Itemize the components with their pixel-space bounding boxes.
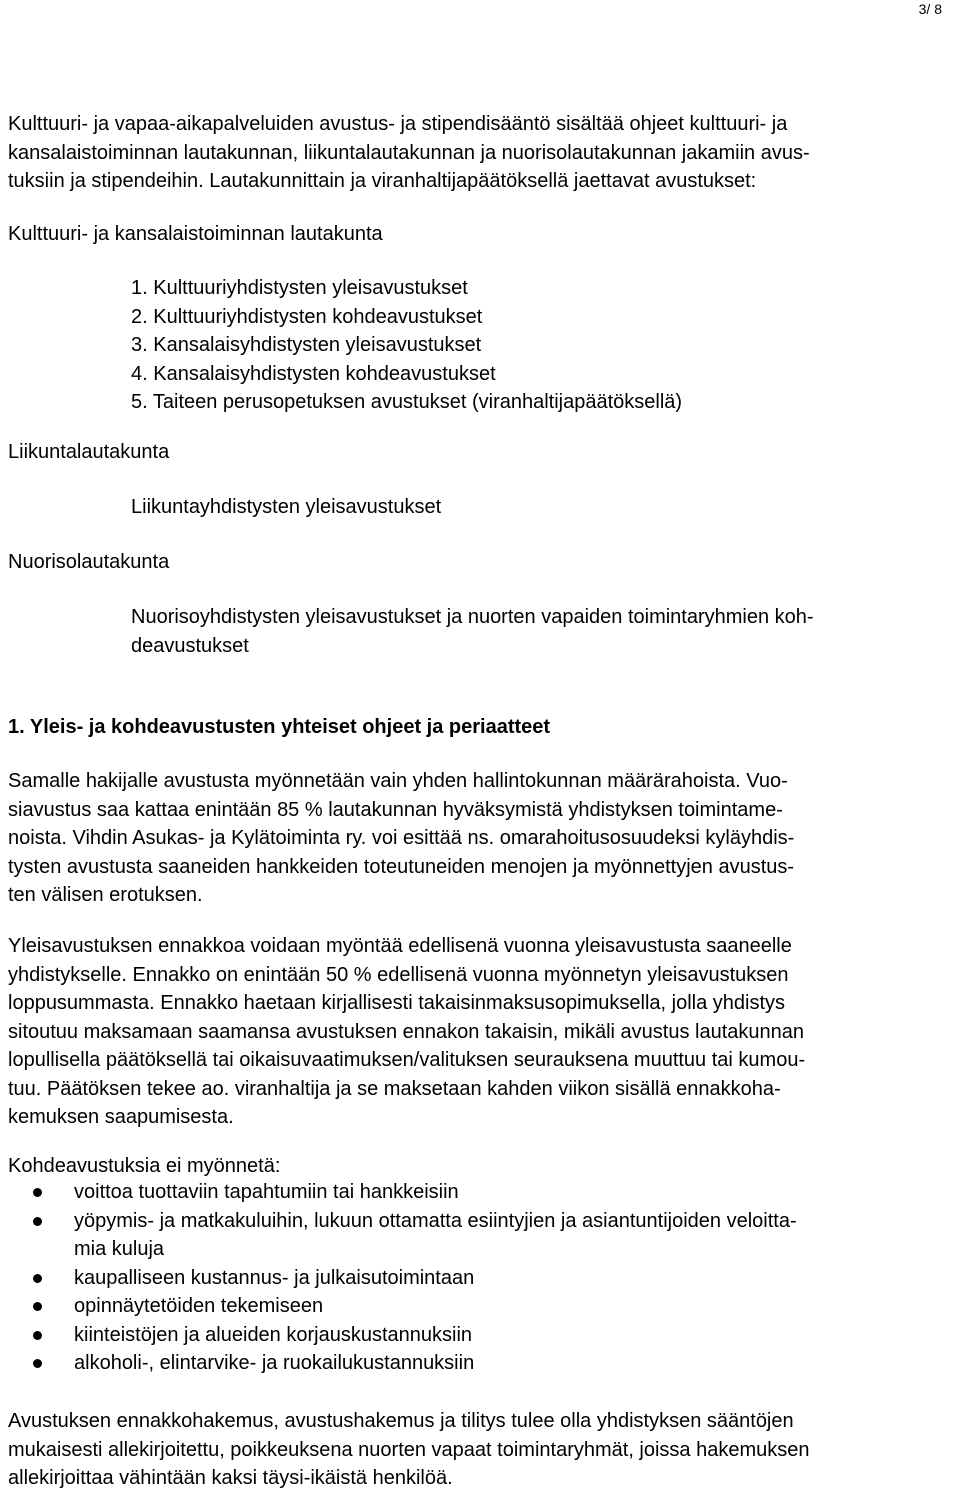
paragraph-line: Avustuksen ennakkohakemus, avustushakemus ja tilitys tulee olla yhdistyksen sääntöjen <box>8 1410 794 1432</box>
paragraph-line: tysten avustusta saaneiden hankkeiden toteutuneiden menojen ja myönnettyjen avustus- <box>8 855 795 878</box>
intro-line: kansalaistoiminnan lautakunnan, liikuntalautakunnan ja nuorisolautakunnan jakamiin avus- <box>8 141 810 164</box>
paragraph-line: siavustus saa kattaa enintään 85 % lautakunnan hyväksymistä yhdistyksen toimintame- <box>8 798 783 821</box>
youth-item-line: deavustukset <box>131 634 249 657</box>
list-item <box>8 1349 797 1378</box>
bullet-text: yöpymis- ja matkakuluihin, lukuun ottamatta esiintyjien ja asiantuntijoiden veloitta- <box>74 1209 797 1232</box>
paragraph-line: Yleisavustuksen ennakkoa voidaan myöntää edellisenä vuonna yleisavustusta saaneelle <box>8 935 792 957</box>
section-heading: 1. Yleis- ja kohdeavustusten yhteiset ohjeet ja periaatteet <box>8 716 551 738</box>
intro-line: tuksiin ja stipendeihin. Lautakunnittain ja viranhaltijapäätöksellä jaettavat avustukset: <box>8 170 757 192</box>
paragraph-line: tuu. Päätöksen tekee ao. viranhaltija ja se maksetaan kahden viikon sisällä ennakkoha- <box>8 1077 781 1100</box>
not-granted-label: Kohdeavustuksia ei myönnetä: <box>8 1155 281 1177</box>
bullet-icon <box>33 1331 42 1340</box>
paragraph-advance <box>8 932 805 1132</box>
paragraph-signatures <box>8 1407 810 1493</box>
paragraph-line: yhdistykselle. Ennakko on enintään 50 % edellisenä vuonna myönnetyn yleisavustuksen <box>8 963 789 986</box>
paragraph-line: Samalle hakijalle avustusta myönnetään vain yhden hallintokunnan määrärahoista. Vuo- <box>8 770 788 792</box>
list-item: 5. Taiteen perusopetuksen avustukset (viranhaltijapäätöksellä) <box>131 391 683 413</box>
bullet-icon <box>33 1359 42 1368</box>
paragraph-line: kemuksen saapumisesta. <box>8 1106 234 1128</box>
bullet-text: mia kuluja <box>74 1238 165 1260</box>
bullet-text: voittoa tuottaviin tapahtumiin tai hankkeisiin <box>74 1181 459 1203</box>
list-item: 1. Kulttuuriyhdistysten yleisavustukset <box>131 277 468 299</box>
page-number: 3/ 8 <box>918 1 942 17</box>
paragraph-funding-rules <box>8 767 794 910</box>
list-item <box>8 1321 797 1350</box>
bullet-icon <box>33 1188 42 1197</box>
bullet-text: alkoholi-, elintarvike- ja ruokailukustannuksiin <box>74 1352 475 1374</box>
culture-board-list <box>131 274 682 417</box>
paragraph-line: loppusummasta. Ennakko haetaan kirjallisesti takaisinmaksusopimuksella, jolla yhdistys <box>8 992 786 1014</box>
paragraph-line: sitoutuu maksamaan saamansa avustuksen ennakon takaisin, mikäli avustus lautakunnan <box>8 1020 805 1043</box>
bullet-text: opinnäytetöiden tekemiseen <box>74 1295 324 1317</box>
intro-line: Kulttuuri- ja vapaa-aikapalveluiden avustus- ja stipendisääntö sisältää ohjeet kulttuuri- ja <box>8 113 788 135</box>
youth-item-line: Nuorisoyhdistysten yleisavustukset ja nuorten vapaiden toimintaryhmien koh- <box>131 606 814 628</box>
sports-board-title: Liikuntalautakunta <box>8 441 170 463</box>
list-item <box>8 1264 797 1293</box>
paragraph-line: noista. Vihdin Asukas- ja Kylätoiminta ry. voi esittää ns. omarahoitusosuudeksi kyläyhdis- <box>8 827 795 849</box>
paragraph-line: allekirjoittaa vähintään kaksi täysi-ikäistä henkilöä. <box>8 1467 453 1489</box>
bullet-icon <box>33 1217 42 1226</box>
paragraph-line: ten välisen erotuksen. <box>8 884 203 906</box>
list-item <box>8 1178 797 1207</box>
list-item <box>8 1207 797 1264</box>
youth-board-title: Nuorisolautakunta <box>8 551 170 573</box>
list-item <box>8 1292 797 1321</box>
bullet-text: kiinteistöjen ja alueiden korjauskustannuksiin <box>74 1323 473 1346</box>
intro-paragraph <box>8 110 810 196</box>
bullet-icon <box>33 1274 42 1283</box>
list-item: 4. Kansalaisyhdistysten kohdeavustukset <box>131 362 496 385</box>
sports-board-item: Liikuntayhdistysten yleisavustukset <box>131 496 442 518</box>
list-item: 3. Kansalaisyhdistysten yleisavustukset <box>131 334 482 356</box>
youth-board-item <box>131 603 814 660</box>
list-item: 2. Kulttuuriyhdistysten kohdeavustukset <box>131 305 483 328</box>
paragraph-line: mukaisesti allekirjoitettu, poikkeuksena nuorten vapaat toimintaryhmät, joissa hakemuksen <box>8 1438 810 1461</box>
paragraph-line: lopullisella päätöksellä tai oikaisuvaatimuksen/valituksen seurauksena muuttuu tai kumou- <box>8 1049 806 1071</box>
not-granted-list <box>8 1178 797 1378</box>
culture-board-title: Kulttuuri- ja kansalaistoiminnan lautakunta <box>8 223 383 245</box>
bullet-icon <box>33 1302 42 1311</box>
bullet-text: kaupalliseen kustannus- ja julkaisutoimintaan <box>74 1266 475 1289</box>
